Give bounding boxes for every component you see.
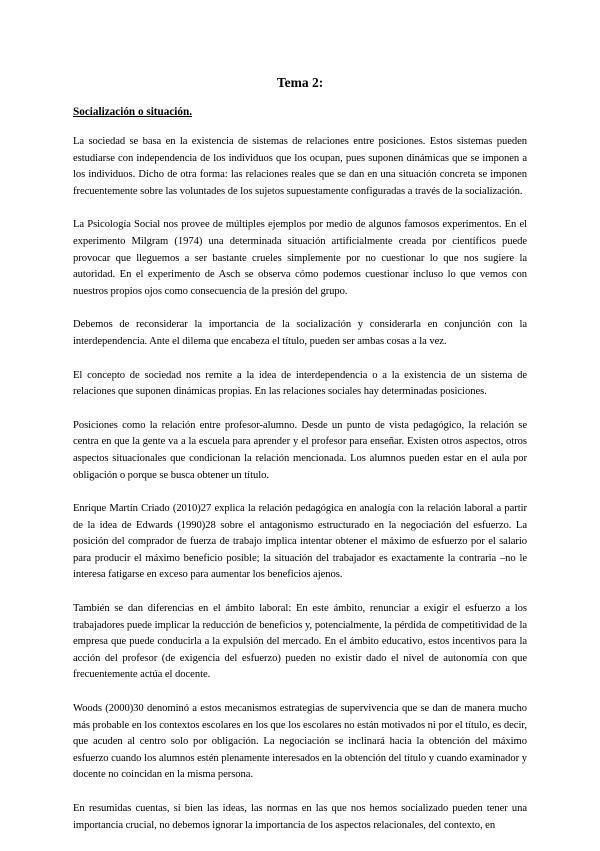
section-heading: Socialización o situación.: [73, 106, 193, 118]
paragraph: En resumidas cuentas, si bien las ideas, las normas en las que nos hemos socializado pueden tener una importancia crucial, no debemos ignorar la importancia de los aspectos relacionales, del contexto, en: [73, 803, 527, 831]
paragraph: También se dan diferencias en el ámbito laboral: En este ámbito, renunciar a exigir el esfuerzo a los trabajadores puede implicar la reducción de beneficios y, potencialmente, la pérdida de competitividad de la empresa que puede conducirla a la expulsión del mercado. En el ámbito educativo, estos incentivos para la acción del profesor (de exigencia del esfuerzo) pueden no existir dado el nivel de autonomía con que frecuentemente actúa el docente.: [73, 603, 527, 681]
paragraph: Debemos de reconsiderar la importancia de la socialización y considerarla en conjunción con la interdependencia. Ante el dilema que encabeza el título, pueden ser ambas cosas a la vez.: [73, 319, 527, 347]
paragraph: La sociedad se basa en la existencia de sistemas de relaciones entre posiciones. Estos sistemas pueden estudiarse con independencia de los individuos que los ocupan, pues suponen dinámicas que se imponen a los individuos. Dicho de otra forma: las relaciones reales que se dan en una situación concreta se imponen frecuentemente sobre las voluntades de los sujetos supuestamente configuradas a través de la socialización.: [73, 136, 527, 197]
paragraph: Woods (2000)30 denominó a estos mecanismos estrategias de supervivencia que se dan de manera mucho más probable en los contextos escolares en los que los escolares no están motivados ni por el título, es decir, que acuden al centro solo por obligación. La negociación se inclinará hacia la obtención del máximo esfuerzo cuando los alumnos estén plenamente interesados en la obtención del título y cuando examinador y docente no coincidan en la misma persona.: [73, 703, 527, 781]
paragraph: El concepto de sociedad nos remite a la idea de interdependencia o a la existencia de un sistema de relaciones que suponen dinámicas propias. En las relaciones sociales hay determinadas posiciones.: [73, 369, 527, 398]
paragraph: Enrique Martín Criado (2010)27 explica la relación pedagógica en analogía con la relación laboral a partir de la idea de Edwards (1990)28 sobre el antagonismo estructurado en la negociación del esfuerzo. La posición del comprador de fuerza de trabajo implica intentar obtener el máximo de esfuerzo por el salario para producir el máximo beneficio posible; la situación del trabajador es exactamente la contraria –no le interesa fatigarse en exceso para aumentar los beneficios ajenos.: [73, 503, 527, 581]
paragraph: La Psicología Social nos provee de múltiples ejemplos por medio de algunos famosos experimentos. En el experimento Milgram (1974) una determinada situación artificialmente creada por científicos puede provocar que lleguemos a ser bastante crueles simplemente por no cuestionar lo que nos sugiere la autoridad. En el experimento de Asch se observa cómo podemos cuestionar incluso lo que vemos con nuestros propios ojos como consecuencia de la presión del grupo.: [73, 219, 527, 297]
document-body: [73, 134, 527, 851]
paragraph: Posiciones como la relación entre profesor-alumno. Desde un punto de vista pedagógico, la relación se centra en que la gente va a la escuela para aprender y el profesor para enseñar. Existen otros aspectos, otros aspectos situacionales que condicionan la relación mencionada. Los alumnos pueden estar en el aula por obligación o porque se busca obtener un título.: [73, 419, 527, 481]
document-title: Tema 2:: [276, 75, 324, 90]
